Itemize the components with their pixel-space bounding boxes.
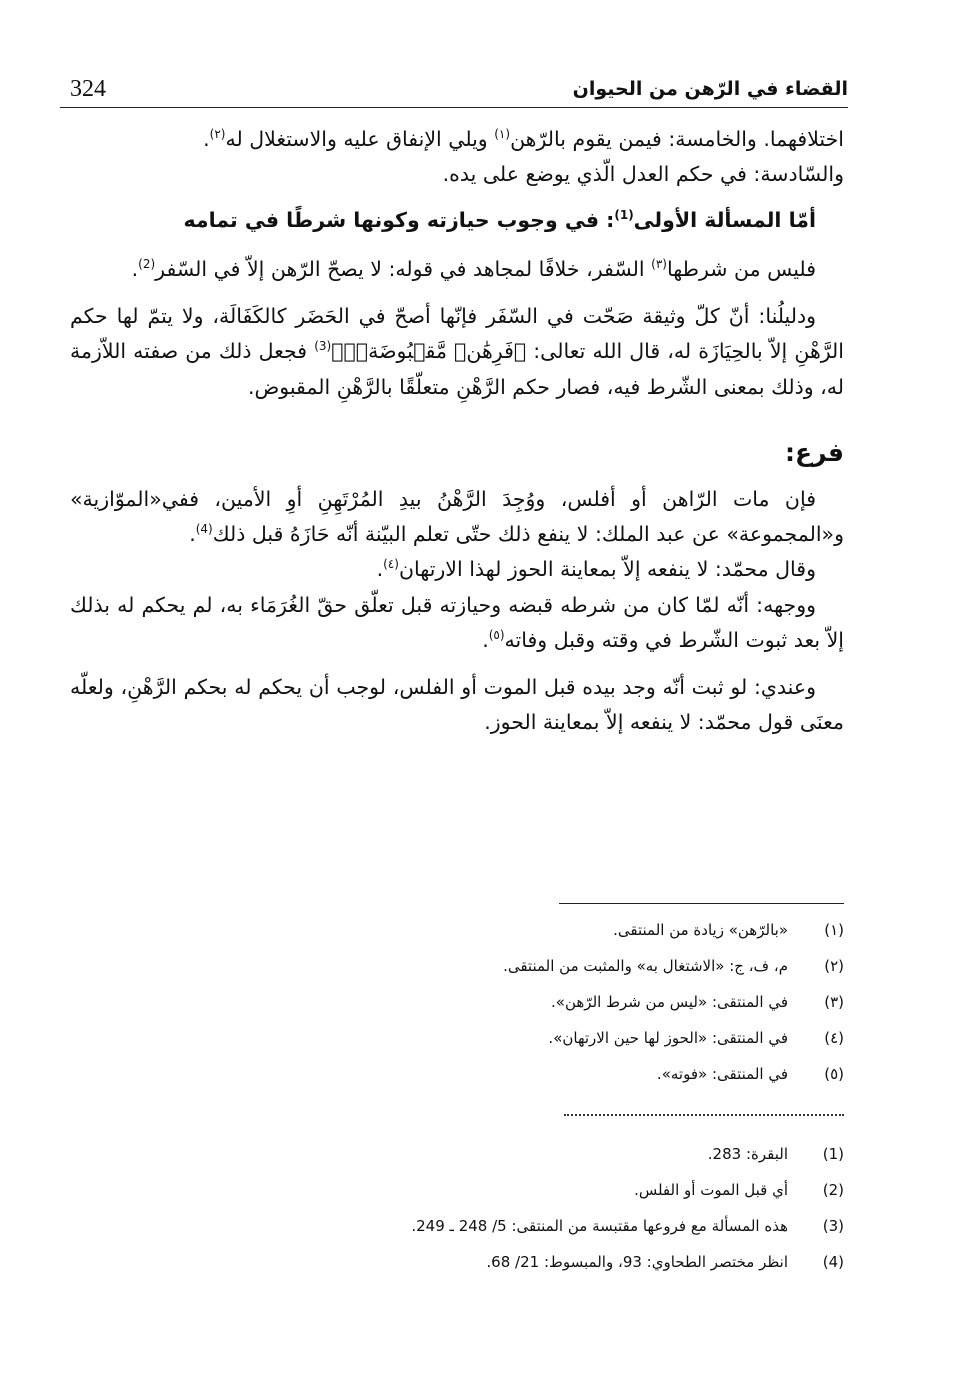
footnote-number: (١) bbox=[824, 921, 844, 939]
section-heading: أمّا المسألة الأولى$^{(1)}$: في وجوب حيازته وكونها شرطًا في تمامه bbox=[183, 207, 816, 232]
footnote bbox=[120, 1136, 844, 1172]
footnote-text: «بالرّهن» زيادة من المنتقى. bbox=[613, 921, 788, 939]
footnote-divider bbox=[559, 903, 844, 904]
footnote-text: في المنتقى: «الحوز لها حين الارتهان». bbox=[548, 1029, 788, 1047]
footnote-ref: (٤) bbox=[383, 557, 399, 572]
footnote bbox=[120, 948, 844, 984]
paragraph: وعندي: لو ثبت أنّه وجد بيده قبل الموت أو الفلس، لوجب أن يحكم له بحكم الرَّهْنِ، ولعلّه معنَى قول محمّد: لا ينفعه إلاّ بمعاينة الحوز. bbox=[70, 675, 844, 735]
dotted-divider bbox=[564, 1114, 844, 1116]
paragraph: فإن مات الرّاهن أو أفلس، ووُجِدَ الرَّهْنُ بيدِ المُرْتَهِنِ أوِ الأمين، ففي«الموّازية» و«المجموعة» عن عبد الملك: لا ينفع ذلك حتّى تعلم البيّنة أنّه حَازَهُ قبل ذلك$^{(4)}$. bbox=[70, 486, 844, 546]
footnote-ref: (3) bbox=[314, 339, 332, 354]
footnote-text: في المنتقى: «ليس من شرط الرّهن». bbox=[551, 993, 788, 1011]
footnote-number: (٢) bbox=[824, 957, 844, 975]
footnote bbox=[120, 1020, 844, 1056]
footnote bbox=[120, 984, 844, 1020]
footnote-text: في المنتقى: «فوته». bbox=[656, 1065, 788, 1083]
source-footnotes bbox=[120, 1136, 844, 1280]
footnote-text: البقرة: 283. bbox=[707, 1145, 788, 1163]
footnote-ref: (1) bbox=[614, 207, 634, 222]
footnote-number: (٤) bbox=[824, 1029, 844, 1047]
footnote-text: انظر مختصر الطحاوي: 93، والمبسوط: 21/ 68. bbox=[486, 1253, 788, 1271]
footnote bbox=[120, 1172, 844, 1208]
paragraph: ووجهه: أنّه لمّا كان من شرطه قبضه وحيازته قبل تعلّق حقّ الغُرَمَاء به، لم يحكم له بذلك إلاّ بعد ثبوت الشّرط في وقته وقبل وفاته$^{(٥)}$. bbox=[70, 592, 844, 652]
paragraph: اختلافهما. والخامسة: فيمن يقوم بالرّهن$^{(١)}$ ويلي الإنفاق عليه والاستغلال له$^{(٢)}$. bbox=[203, 127, 844, 151]
footnote-ref: (2) bbox=[138, 256, 156, 271]
footnote-ref: (4) bbox=[195, 522, 213, 537]
footnote-ref: (٣) bbox=[651, 256, 667, 271]
running-title: القضاء في الرّهن من الحيوان bbox=[572, 78, 848, 100]
footnote-ref: (١) bbox=[494, 127, 511, 142]
footnote-text: أي قبل الموت أو الفلس. bbox=[634, 1181, 788, 1199]
variant-footnotes bbox=[120, 912, 844, 1092]
paragraph: فليس من شرطها$^{(٣)}$ السّفر، خلافًا لمجاهد في قوله: لا يصحّ الرّهن إلاّ في السّفر$^{(2)}$. bbox=[131, 256, 816, 281]
footnote-number: (4) bbox=[822, 1253, 844, 1271]
paragraph: والسّادسة: في حكم العدل الّذي يوضع على يده. bbox=[442, 162, 844, 187]
footnote-text: هذه المسألة مع فروعها مقتبسة من المنتقى: 5/ 248 ـ 249. bbox=[411, 1217, 788, 1235]
footnote bbox=[120, 1208, 844, 1244]
footnote bbox=[120, 1056, 844, 1092]
footnote-number: (1) bbox=[822, 1145, 844, 1163]
subsection-heading: فرع: bbox=[785, 437, 844, 467]
footnote-ref: (٥) bbox=[488, 627, 505, 642]
footnote-number: (3) bbox=[822, 1217, 844, 1235]
footnote-number: (2) bbox=[822, 1181, 844, 1199]
footnote-text: م، ف، ج: «الاشتغال به» والمثبت من المنتقى. bbox=[503, 957, 788, 975]
main-text bbox=[70, 122, 844, 741]
footnote bbox=[120, 912, 844, 948]
header-divider bbox=[60, 107, 848, 108]
page-header bbox=[60, 70, 848, 110]
footnote-ref: (٢) bbox=[209, 127, 226, 142]
footnote-number: (٣) bbox=[824, 993, 844, 1011]
footnote-number: (٥) bbox=[824, 1065, 844, 1083]
footnote bbox=[120, 1244, 844, 1280]
paragraph: ودليلُنا: أنّ كلّ وثيقة صَحّت في السّفَر فإنّها أصحّ في الحَضَر كالكَفَالَة، ولا يتمّ لها حكم الرَّهْنِ إلاّ بالحِيَازَة له، قال الله تعالى: ﴿فَرِهَٰنٞ مَّقۡبُوضَةٞۖ﴾$^{(3)}$ فجعل ذلك من صفته اللاّزمة له، وذلك بمعنى الشّرط فيه، فصار حكم الرَّهْنِ متعلّقًا بالرَّهْنِ المقبوض. bbox=[70, 304, 845, 399]
page-number: 324 bbox=[70, 76, 106, 102]
paragraph: وقال محمّد: لا ينفعه إلاّ بمعاينة الحوز لهذا الارتهان$^{(٤)}$. bbox=[376, 557, 816, 582]
